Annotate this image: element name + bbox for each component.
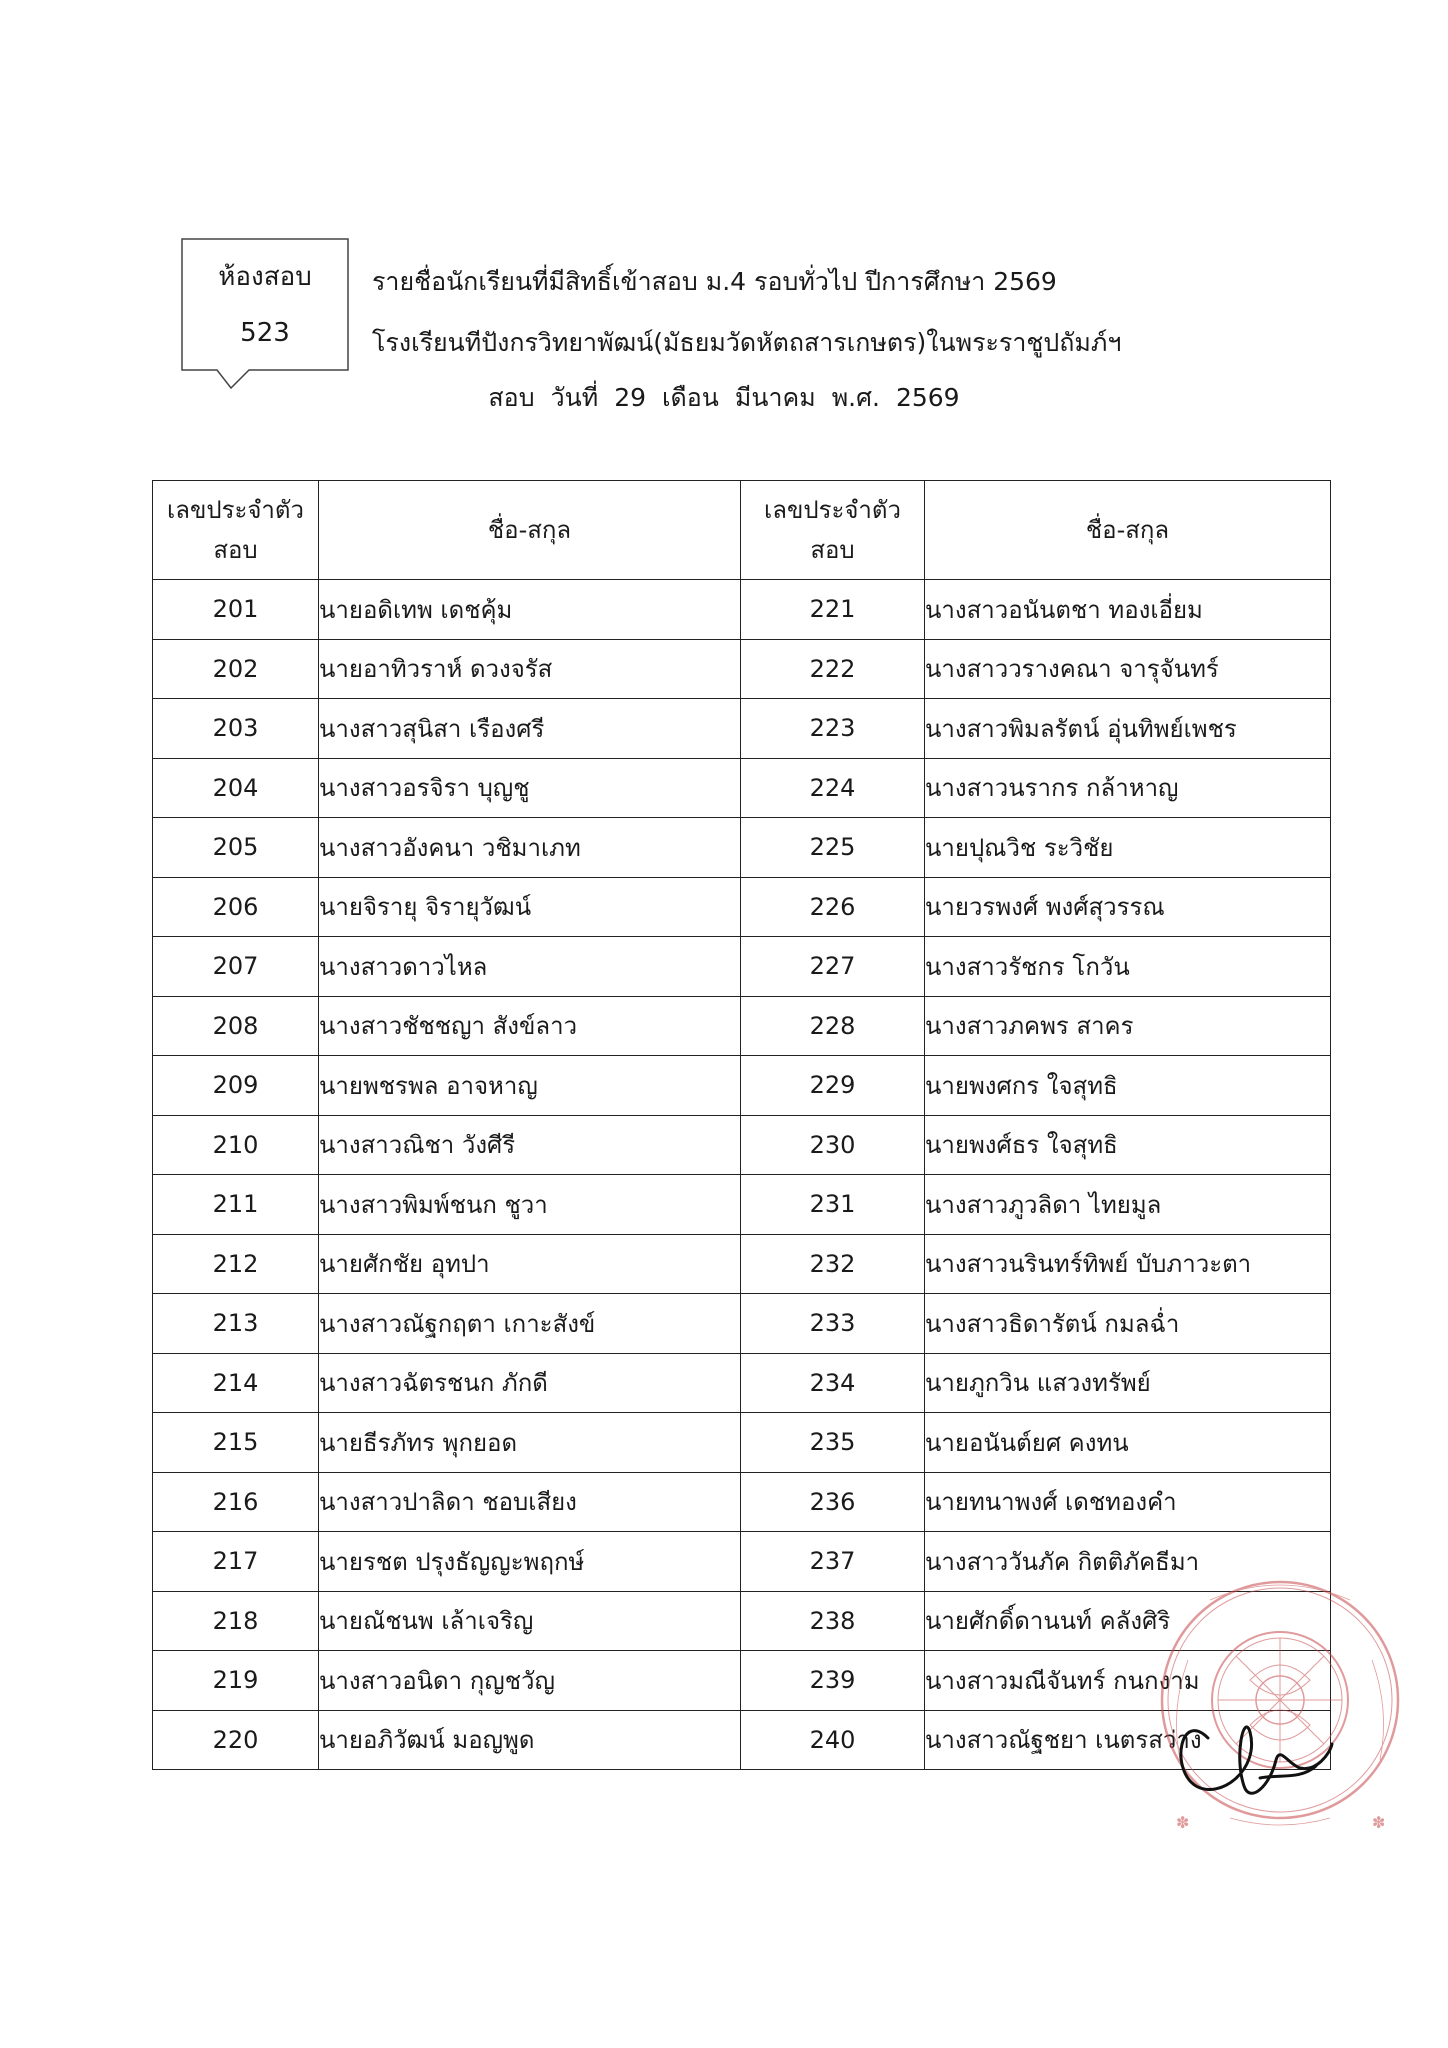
table-header-row [153,481,1331,580]
exam-id-right: 237 [741,1532,925,1592]
exam-id-right: 236 [741,1472,925,1532]
exam-word: สอบ [488,383,535,412]
student-name-left: นางสาวชัชชญา สังข์ลาว [319,996,741,1056]
exam-id-right: 229 [741,1056,925,1116]
student-name-right: นางสาวมณีจันทร์ กนกงาม [925,1651,1331,1711]
student-name-right: นายพงศกร ใจสุทธิ [925,1056,1331,1116]
student-name-left: นายอาทิวราห์ ดวงจรัส [319,639,741,699]
table-row [153,996,1331,1056]
student-name-right: นายวรพงศ์ พงศ์สุวรรณ [925,877,1331,937]
table-row [153,699,1331,759]
table-row [153,937,1331,997]
exam-id-right: 240 [741,1710,925,1770]
exam-id-right: 231 [741,1175,925,1235]
header-name-right: ชื่อ-สกุล [925,481,1331,580]
exam-id-right: 230 [741,1115,925,1175]
student-name-left: นายพชรพล อาจหาญ [319,1056,741,1116]
student-name-left: นางสาวอนิดา กุญชวัญ [319,1651,741,1711]
exam-id-left: 205 [153,818,319,878]
table-row [153,1413,1331,1473]
student-name-left: นางสาวดาวไหล [319,937,741,997]
exam-id-right: 239 [741,1651,925,1711]
header-exam-id-line2: สอบ [213,536,258,564]
student-name-right: นายศักดิ์ดานนท์ คลังศิริ [925,1591,1331,1651]
table-row [153,1294,1331,1354]
table-row [153,818,1331,878]
exam-id-left: 208 [153,996,319,1056]
table-row [153,1115,1331,1175]
student-name-right: นางสาวนรินทร์ทิพย์ บับภาวะตา [925,1234,1331,1294]
student-name-left: นางสาวณิชา วังศีรี [319,1115,741,1175]
document-title: รายชื่อนักเรียนที่มีสิทธิ์เข้าสอบ ม.4 รอบทั่วไป ปีการศึกษา 2569 [372,267,1057,296]
header-exam-id-line2: สอบ [810,536,855,564]
exam-room-number: 523 [240,318,290,348]
student-name-right: นางสาวรัชกร โกวัน [925,937,1331,997]
table-row [153,1234,1331,1294]
exam-id-left: 216 [153,1472,319,1532]
exam-id-right: 223 [741,699,925,759]
exam-id-right: 224 [741,758,925,818]
student-name-right: นางสาววรางคณา จารุจันทร์ [925,639,1331,699]
exam-id-left: 202 [153,639,319,699]
exam-id-left: 204 [153,758,319,818]
table-row [153,1472,1331,1532]
month-label: เดือน [662,383,719,412]
student-name-left: นายณัชนพ เล้าเจริญ [319,1591,741,1651]
exam-date-line [0,382,1448,414]
exam-id-right: 234 [741,1353,925,1413]
exam-id-left: 209 [153,1056,319,1116]
exam-id-right: 226 [741,877,925,937]
table-row [153,877,1331,937]
table-row [153,1532,1331,1592]
exam-room-label: ห้องสอบ [218,262,312,292]
year-value: 2569 [895,383,960,412]
exam-id-right: 225 [741,818,925,878]
day-value: 29 [614,383,646,412]
exam-id-right: 228 [741,996,925,1056]
header-name-left: ชื่อ-สกุล [319,481,741,580]
student-name-left: นายรชต ปรุงธัญญะพฤกษ์ [319,1532,741,1592]
table-row [153,1175,1331,1235]
table-row [153,580,1331,640]
exam-id-left: 215 [153,1413,319,1473]
school-name: โรงเรียนทีปังกรวิทยาพัฒน์(มัธยมวัดหัตถสารเกษตร)ในพระราชูปถัมภ์ฯ [372,328,1122,357]
header-exam-id-line1: เลขประจำตัว [167,496,304,524]
student-name-right: นางสาววันภัค กิตติภัคธีมา [925,1532,1331,1592]
student-name-right: นายทนาพงศ์ เดชทองคำ [925,1472,1331,1532]
student-name-left: นางสาวอรจิรา บุญชู [319,758,741,818]
student-roster-table [152,480,1331,1770]
student-name-right: นางสาวนรากร กล้าหาญ [925,758,1331,818]
exam-id-left: 206 [153,877,319,937]
exam-id-left: 210 [153,1115,319,1175]
student-name-right: นางสาวณัฐชยา เนตรสว่าง [925,1710,1331,1770]
student-name-left: นายอภิวัฒน์ มอญพูด [319,1710,741,1770]
svg-text:✽: ✽ [1176,1813,1190,1832]
student-name-left: นางสาวฉัตรชนก ภักดี [319,1353,741,1413]
table-row [153,1056,1331,1116]
student-name-left: นายอดิเทพ เดชคุ้ม [319,580,741,640]
exam-id-right: 232 [741,1234,925,1294]
student-name-right: นางสาวอนันตชา ทองเอี่ยม [925,580,1331,640]
student-name-left: นางสาวปาลิดา ชอบเสียง [319,1472,741,1532]
exam-id-left: 212 [153,1234,319,1294]
exam-id-right: 227 [741,937,925,997]
exam-id-left: 219 [153,1651,319,1711]
student-name-right: นางสาวภูวลิดา ไทยมูล [925,1175,1331,1235]
exam-id-right: 222 [741,639,925,699]
svg-text:✽: ✽ [1372,1813,1386,1832]
student-name-left: นางสาวสุนิสา เรืองศรี [319,699,741,759]
header-exam-id-right [741,481,925,580]
header-exam-id-line1: เลขประจำตัว [764,496,901,524]
table-row [153,1651,1331,1711]
student-name-left: นางสาวณัฐกฤตา เกาะสังข์ [319,1294,741,1354]
student-name-right: นางสาวพิมลรัตน์ อุ่นทิพย์เพชร [925,699,1331,759]
header-exam-id-left [153,481,319,580]
exam-id-left: 214 [153,1353,319,1413]
exam-id-left: 203 [153,699,319,759]
exam-id-left: 218 [153,1591,319,1651]
student-name-right: นายพงศ์ธร ใจสุทธิ [925,1115,1331,1175]
table-row [153,639,1331,699]
exam-id-left: 213 [153,1294,319,1354]
student-name-right: นางสาวธิดารัตน์ กมลฉ่ำ [925,1294,1331,1354]
exam-room-callout [181,238,349,392]
exam-id-left: 211 [153,1175,319,1235]
student-name-left: นายธีรภัทร พุกยอด [319,1413,741,1473]
student-name-right: นายปุณวิช ระวิชัย [925,818,1331,878]
exam-id-left: 217 [153,1532,319,1592]
exam-id-left: 207 [153,937,319,997]
month-value: มีนาคม [734,383,816,412]
table-row [153,1710,1331,1770]
student-name-left: นายศักชัย อุทปา [319,1234,741,1294]
student-name-right: นางสาวภคพร สาคร [925,996,1331,1056]
table-row [153,758,1331,818]
exam-id-right: 238 [741,1591,925,1651]
student-name-left: นางสาวอังคนา วชิมาเภท [319,818,741,878]
table-row [153,1591,1331,1651]
exam-id-right: 235 [741,1413,925,1473]
student-name-right: นายอนันต์ยศ คงทน [925,1413,1331,1473]
exam-id-right: 233 [741,1294,925,1354]
exam-id-left: 220 [153,1710,319,1770]
student-name-left: นางสาวพิมพ์ชนก ชูวา [319,1175,741,1235]
student-name-right: นายภูกวิน แสวงทรัพย์ [925,1353,1331,1413]
exam-id-left: 201 [153,580,319,640]
exam-id-right: 221 [741,580,925,640]
year-label: พ.ศ. [831,383,880,412]
day-label: วันที่ [550,383,599,412]
student-name-left: นายจิรายุ จิรายุวัฒน์ [319,877,741,937]
table-row [153,1353,1331,1413]
roster-body [153,580,1331,1770]
